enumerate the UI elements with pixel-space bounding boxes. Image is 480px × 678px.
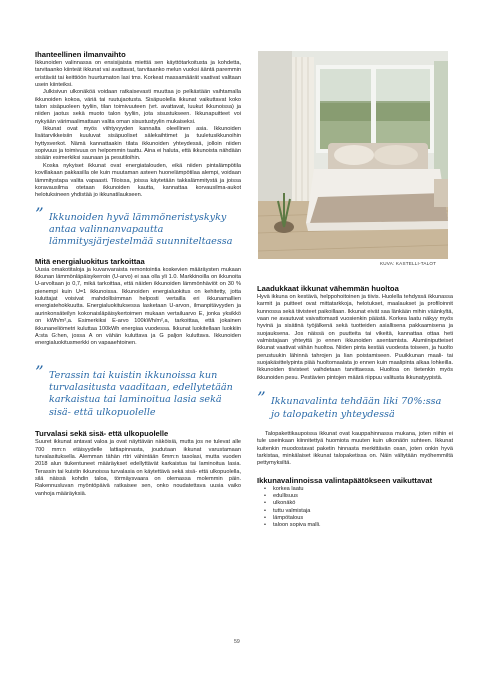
pull-quote-text: Terassin tai kuistin ikkunoissa kun turvalasitusta vaaditaan, edellytetään karkaistua tai laminoitua lasia sekä sisä- että ulkopuolelle — [49, 369, 233, 418]
list-item: • taloon sopiva malli. — [273, 522, 453, 529]
paragraph: Koska nykyiset ikkunat ovat energiatalouden, eikä niiden pintalämpötila kovillakaan pakkasilla ole kuin muutaman asteen huonelämpötilaa alempi, voidaan lämmitystapa valita vapaasti. Tiloissa, joissa käytetään takkalämmitystä ja joissa koravausilma otetaan ikkunoiden kautta, kannattaa korvausilma-aukot helotuksineen yhdistää jo ikkunatilaukseen. — [35, 162, 241, 199]
pull-quote — [257, 389, 453, 421]
section-heading-quality: Laadukkaat ikkunat vähemmän huoltoa — [257, 284, 399, 293]
list-item: • korkea laatu — [273, 486, 453, 493]
quote-mark-icon: ” — [35, 204, 44, 225]
section-heading-ventilation: Ihanteellinen ilmanvaihto — [35, 50, 126, 59]
list-item: • ulkonäkö — [273, 500, 453, 507]
paragraph: Julkisivun ulkonäköä voidaan ratkaisevasti muuttaa jo pelkästään vaihtamalla ikkunoiden kokoa, väriä tai ruutujaotusta. Sisäpuolella ikkunat vaikuttavat koko talon sisäpuoleen tyyliin, tilan toimivuuteen (vrt. avattavat, luukut ikkunoissa) ja niiden jaotus sekä muoto talon tyyliin, jota sisustukseen. Ikkunapuitteet voi nykyään värimaalimattaan valita oman sisustustyylin mukaiseksi. — [35, 89, 241, 125]
paragraph: Suuret ikkunat antavat valoa ja ovat näyttävän näköisiä, mutta jos ne tulevat alle 700 mm:n etäisyydelle lattiapinnasta, joudutaan ikkunat varustamaan turvalasituksella. Alemman tähän rttri vähintään 6mm:n tasolasi, mutta vuoden 2018 alun tiukentuneet määräykset edellyttävät karkaistua tai laminoitua lasia. Terassin tai kuistin ikkunoissa turvalasia on käytettävä sekä sisä- että ulkopuolella, silä näissä kohdin taloa, törmäysvaara on olemassa molemmin päin. Rakennusluvan myöntöpäivä ratkaisee sen, onko noudatettava uusia vaiko vanhoja määräyksiä. — [35, 439, 241, 497]
bedroom-photo — [258, 51, 448, 259]
paragraph: Talopakettikaupoissa ikkunat ovat kauppahinnassa mukana, joten niihin ei tule useinkaan kiinnitettyä huomiota muuten kuin ulkonäön suhteen. Ikkunat kuitenkin muodostavat paketin hinnasta merkittävän osan, joten onkin hyvä tarkistaa, minkälaiset ikkunat talopaketissa on. Näin vältytään myöhemmiltä pettymyksiltä. — [257, 430, 453, 467]
quote-mark-icon: ” — [35, 362, 44, 383]
right-column — [257, 284, 453, 530]
section-heading-safety-glass: Turvalasi sekä sisä- että ulkopuolelle — [35, 429, 169, 439]
page-number: 59 — [234, 639, 240, 645]
pull-quote — [35, 362, 241, 420]
pull-quote-text: Ikkunavalinta tehdään liki 70%:ssa jo talopaketin yhteydessä — [271, 396, 442, 420]
paragraph: Ikkunoiden valinnassa on ensisijaista miettiä sen käyttötarkoitusta ja kohdetta, tarvitaanko kiinteät ikkunat vai avattavat, tarvitaanko melun vuoksi ääntä paremmin eristävät tai keittiöön huurtumaton lasi tms. Korkeat massamäärät vaativat valitaan usein kiinteiksi. — [35, 60, 241, 89]
section-heading-selection: Ikkunavalinnoissa valintapäätökseen vaikuttavat — [257, 475, 433, 485]
pull-quote — [35, 204, 241, 249]
paragraph: Ikkunat ovat myös viihtyvyyden kannalta oleellinen asia. Ikkunoiden lisätarvikkeisiin kuuluvat sisäpuoliset sälekaihtimet ja tuuletusikkunoihin hyttysverkot. Nämä kannattaakin tilata ikkunoiden yhteydessä, jolloin niiden sopivuus ja toimivuus on helpommin taattu. Aina ei haluta, että ikkunoista nähdään sisään esimerkiksi saunaan ja pesutiloihin. — [35, 126, 241, 162]
pull-quote-text: Ikkunoiden hyvä lämmöneristyskyky antaa valinnanvapautta lämmitysjärjestelmää suunniteltaessa — [49, 211, 233, 248]
photo-caption: KUVA: KASTELLI-TALOT — [380, 261, 437, 266]
list-item: • lämpötalous — [273, 515, 453, 522]
paragraph: Uusia omakotitaloja ja kuvanvaraista remontointia koskevien määräysten mukaan ikkunan lämmönläpäisykerroin (U-arvo) ei saa olla yli 1.0. Markkinoilla on ikkunoita U-arvoltaan jo 0,7, mikä tarkoittaa, että näiden ikkunoiden lämmönhäviöt on 30 % pienempi kuin U=1 ikkunoissa. Ikkunoiden energialuokitus on kehitetty, jotta kuluttajat voisivat mahdollisimman helposti vertailla eri ikkunamallien energiatehokkuutta. Energialuokituksessa lasketaan U-arvon, ilmanpitävyyden ja aurinkonsäteilyn kokonaisläpäisykertoimen mukaan vertailuarvo E, jonka yksikkö on kWh/m²,a. Esimerkiksi E-arvo 100kWh/m²,a, tarkoittaa, että jokainen ikkunaneliömetri kuluttaa 100kWh energiaa vuodessa. Ikkunat luokitellaan luokkiin A:sta G:hen, jossa A on vähän kuluttava ja G paljon kuluttava. Ikkunoiden energialuokitusmerkki on vapaaehtoinen. — [35, 266, 241, 347]
quote-mark-icon: ” — [257, 389, 266, 410]
list-item: • tuttu valmistaja — [273, 508, 453, 515]
left-column — [35, 50, 241, 498]
list-item: • edullisuus — [273, 493, 453, 500]
paragraph: Hyvä ikkuna on kestävä, helppohoitoinen ja tiivis. Huolella tehdyssä ikkunassa karmit ja puitteet ovat mittatarkkoja, helotukset, maalaukset ja profiloinnit kunnossa sekä tiivisteet paikoillaan. Ikkunat eivät saa länkään mihin väänkyltä, vaan ne avautuvat vaivattomasti vuosienkin päästä. Korkea laatu näkyy myös hyvinä ja sisätinä työjälkenä sekä tuotteiden asiallisena pakkaamisena ja suojauksena. Jos näissä on puutteita tai vikeitä, kannattaa ottaa heti valmistajaan yhteyttä jo ennen ikkunoiden asentamista. Alumiiniputteiset ikkunat vaativat vähän huoltoa. Niiden pinta kestää vuodesta toiseen, ja huolto perustuukin lähinnä tahrojen ja lian poistamiseen. Puuikkunan maali- tai suojakäsittelypinta piää huoltomaalata jo ennen kuin maalipinta alkaa lohkeilla. Ikkunoiden tiivisteet vaihdetaan tarvittaessa. Huoltoa on tietenkin myös ikkunoiden pesu. Pestävien pintojen määrä riippuu valitusta ikkunatyypistä. — [257, 294, 453, 381]
bullet-list — [257, 486, 453, 530]
section-heading-energy-class: Mitä energialuokitus tarkoittaa — [35, 256, 145, 266]
bedroom-illustration — [258, 51, 448, 259]
